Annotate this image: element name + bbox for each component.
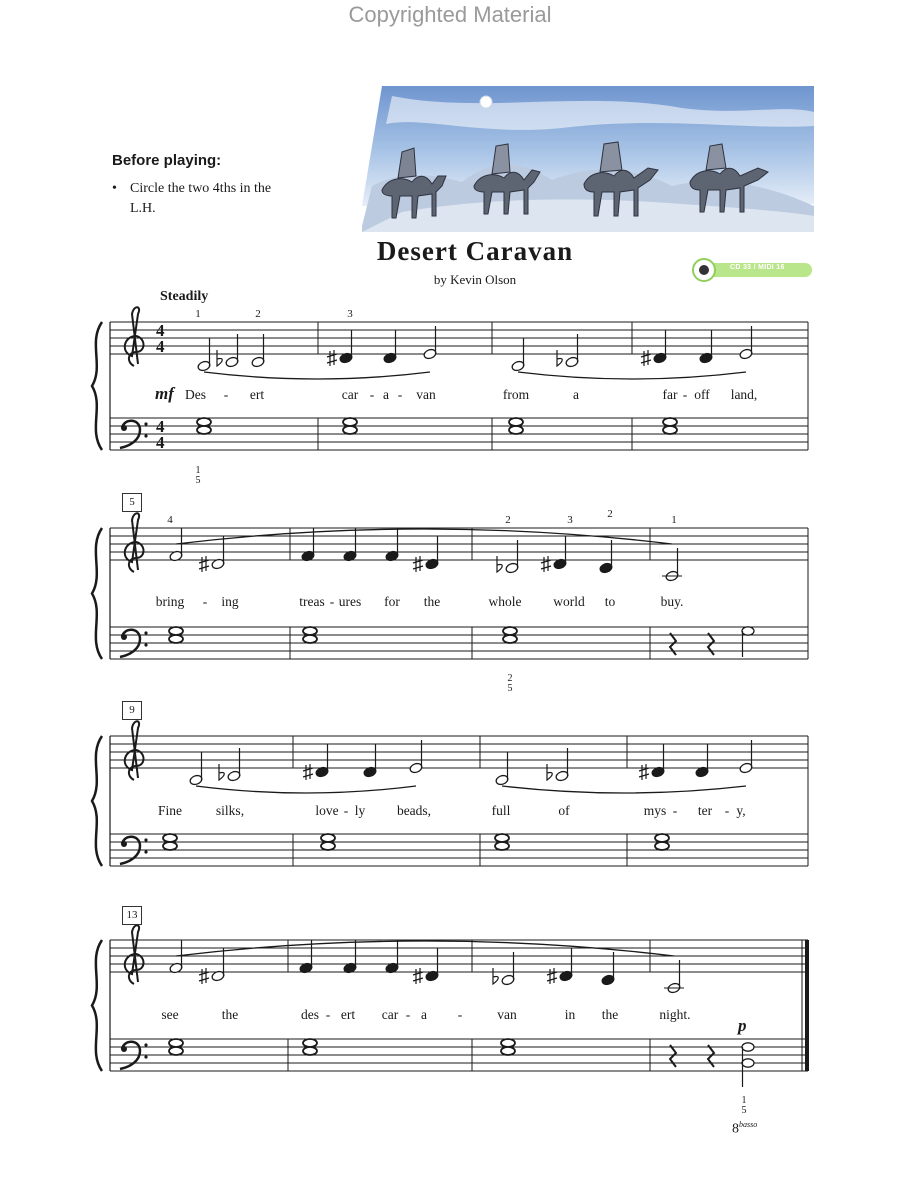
quarter-rest-icon [708,633,714,655]
whole-note-head [495,842,509,850]
lyric-syllable: ly [354,803,366,818]
lyric-syllable: for [384,594,400,609]
measure-number: 9 [122,701,142,720]
whole-note-head [197,418,211,426]
whole-note-head [303,1047,317,1055]
sharp-icon [641,350,651,366]
bass-clef-dot [144,1055,147,1058]
lyric-syllable: treas [299,594,325,609]
lyric-hyphen: - [682,387,688,402]
measure-number: 13 [122,906,142,925]
whole-note-head [169,1039,183,1047]
fingering: 5 [741,1105,747,1116]
whole-note-head [303,1039,317,1047]
fingering: 1 [195,308,201,320]
lyric-hyphen: - [405,1007,411,1022]
fingering: 1 [741,1095,747,1106]
slur [204,372,430,379]
whole-note-head [303,627,317,635]
slur [196,786,416,793]
fingering: 3 [347,308,353,320]
flat-icon [497,556,502,572]
quarter-rest-icon [670,633,676,655]
octave-number: 8 [732,1121,739,1137]
lyric-syllable: off [694,387,710,402]
sharp-icon [199,968,209,984]
whole-note-head [163,834,177,842]
brace [92,736,102,866]
lyric-syllable: ter [697,803,713,818]
before-playing-text: Circle the two 4ths in the L.H. [130,181,272,216]
lyric-hyphen: - [672,803,678,818]
lyric-syllable: ures [338,594,362,609]
treble-clef-icon [125,513,144,572]
sharp-icon [413,968,423,984]
tempo-marking: Steadily [160,289,209,304]
whole-note-head [169,635,183,643]
lyric-syllable: ing [221,594,239,609]
lyric-syllable: car [341,387,359,402]
sharp-icon [547,968,557,984]
brace [92,322,102,450]
lyric-syllable: the [221,1007,239,1022]
bass-clef-dot [144,1043,147,1046]
fingering: 2 [607,508,613,520]
sharp-icon [413,556,423,572]
sharp-icon [303,764,313,780]
whole-note-head [495,834,509,842]
lyric-syllable: a [421,1007,427,1022]
lyric-syllable: a [383,387,389,402]
quarter-rest-icon [708,1045,714,1067]
note-head [742,627,754,635]
bass-clef-dot [144,838,147,841]
whole-note-head [321,834,335,842]
octave-basso-mark [732,1120,757,1138]
composer-credit: by Kevin Olson [433,272,517,287]
flat-icon [547,764,552,780]
sharp-icon [199,556,209,572]
lyric-syllable: ert [249,387,265,402]
treble-clef-icon [125,925,144,984]
slur [518,372,746,379]
sharp-icon [327,350,337,366]
bass-clef-dot [121,841,127,847]
lyric-hyphen: - [397,387,403,402]
fingering: 1 [195,465,201,476]
dynamic-marking: p [738,1016,747,1035]
lyric-syllable: car [381,1007,399,1022]
lyric-syllable: a [573,387,579,402]
measure-number: 5 [122,493,142,512]
bullet-icon: • [112,181,117,196]
lyric-syllable: land, [730,387,758,402]
whole-note-head [343,426,357,434]
lyric-syllable: van [497,1007,517,1022]
whole-note-head [501,1047,515,1055]
fingering: 4 [167,514,173,526]
fingering: 3 [567,514,573,526]
lyric-hyphen: - [343,803,349,818]
lyric-syllable: see [161,1007,179,1022]
fingering: 2 [505,514,511,526]
lyric-syllable: of [558,803,570,818]
lyric-hyphen: - [369,387,375,402]
note-head [742,1043,754,1051]
lyric-syllable: world [553,594,585,609]
lh-fingering [508,674,513,694]
lyric-syllable: beads, [396,803,432,818]
fingering: 2 [255,308,261,320]
dynamic-marking: mf [155,384,174,403]
fingering: 5 [507,683,513,694]
whole-note-head [343,418,357,426]
flat-icon [557,350,562,366]
fingering: 1 [671,514,677,526]
slur [502,786,746,793]
lyric-hyphen: - [223,387,229,402]
lyric-syllable: whole [488,594,522,609]
lyric-syllable: van [416,387,436,402]
whole-note-head [663,426,677,434]
brace [92,940,102,1071]
lyric-syllable: love [315,803,339,818]
whole-note-head [655,834,669,842]
sharp-icon [541,556,551,572]
copyright-watermark: Copyrighted Material [348,2,552,27]
time-signature-digit: 4 [156,337,165,356]
treble-clef-icon [125,721,144,780]
lyric-syllable: the [423,594,441,609]
lyric-syllable: y, [736,803,746,818]
bass-clef-dot [144,434,147,437]
bass-clef-dot [144,850,147,853]
piece-title: Desert Caravan [376,236,574,266]
bass-clef-dot [144,643,147,646]
lyric-syllable: Des [185,387,206,402]
whole-note-head [509,426,523,434]
whole-note-head [503,627,517,635]
whole-note-head [503,635,517,643]
lyric-syllable: in [564,1007,576,1022]
lyric-syllable: Fine [157,803,183,818]
whole-note-head [303,635,317,643]
lyric-hyphen: - [325,1007,331,1022]
note-head [742,1059,754,1067]
lyric-syllable: mys [643,803,667,818]
brace [92,528,102,659]
flat-icon [219,764,224,780]
lyric-syllable: night. [659,1007,691,1022]
bass-clef-dot [121,634,127,640]
lyric-syllable: bring [155,594,185,609]
bass-clef-dot [121,425,127,431]
whole-note-head [321,842,335,850]
lyric-hyphen: - [724,803,730,818]
bass-clef-dot [121,1046,127,1052]
lh-fingering [742,1096,747,1116]
flat-icon [217,350,222,366]
whole-note-head [663,418,677,426]
bass-clef-dot [144,631,147,634]
whole-note-head [509,418,523,426]
lyric-syllable: buy. [660,594,684,609]
treble-clef-icon [125,307,144,366]
whole-note-head [197,426,211,434]
lyric-hyphen: - [202,594,208,609]
lyric-syllable: the [601,1007,619,1022]
lyric-syllable: des [301,1007,319,1022]
before-playing-title: Before playing: [112,152,222,169]
lyric-syllable: silks, [215,803,245,818]
whole-note-head [163,842,177,850]
lyric-syllable: far [662,387,678,402]
lyric-hyphen: - [329,594,335,609]
octave-suffix: basso [739,1120,758,1129]
lyric-syllable: full [491,803,511,818]
whole-note-head [501,1039,515,1047]
time-signature-digit: 4 [156,417,165,436]
lyric-syllable: from [502,387,530,402]
lyric-syllable: ert [340,1007,356,1022]
flat-icon [493,968,498,984]
whole-note-head [655,842,669,850]
whole-note-head [169,627,183,635]
lyric-syllable: to [604,594,616,609]
cd-track-label: CD 33 / MIDI 16 [730,264,785,271]
fingering: 2 [507,673,513,684]
bass-clef-dot [144,422,147,425]
whole-note-head [169,1047,183,1055]
time-signature-digit: 4 [156,433,165,452]
sharp-icon [639,764,649,780]
time-signature-digit: 4 [156,321,165,340]
lyric-hyphen: - [457,1007,463,1022]
lh-fingering [196,466,201,486]
quarter-rest-icon [670,1045,676,1067]
fingering: 5 [195,475,201,486]
